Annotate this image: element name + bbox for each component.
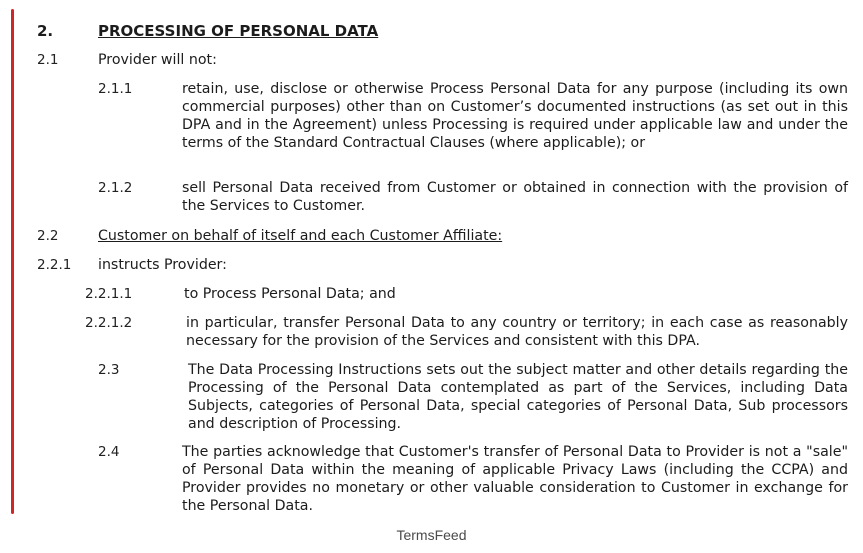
clause-text: in particular, transfer Personal Data to any country or territory; in each case as reasonably necessary for the provision of the Services and consistent with this DPA. [186,315,848,349]
clause-number: 2.2.1.2 [85,315,133,331]
clause-text: sell Personal Data received from Customer or obtained in connection with the provision of the Services to Customer. [182,180,848,214]
clause-text: The Data Processing Instructions sets out the subject matter and other details regarding the Processing of the Personal Data contemplated as part of the Services, including Data Subjects, categories of Personal Data, special categories of Personal Data, Sub processors and description of Processing. [188,362,848,432]
section-title: PROCESSING OF PERSONAL DATA [98,22,379,40]
clause-number: 2.1 [37,52,59,68]
clause-number: 2.2 [37,228,59,244]
clause-number: 2.2.1 [37,257,72,273]
section-number: 2. [37,22,54,40]
clause-number: 2.3 [98,362,120,378]
clause-text: Provider will not: [98,52,217,68]
clause-text: to Process Personal Data; and [184,286,396,302]
clause-number: 2.4 [98,444,120,460]
margin-change-bar [11,9,14,514]
clause-number: 2.2.1.1 [85,286,133,302]
clause-text: Customer on behalf of itself and each Customer Affiliate: [98,228,503,244]
clause-text: The parties acknowledge that Customer's transfer of Personal Data to Provider is not a "sale" of Personal Data within the meaning of applicable Privacy Laws (including the CCPA) and Provider provides no monetary or other valuable consideration to Customer in exchange for the Personal Data. [182,444,848,514]
clause-text: instructs Provider: [98,257,227,273]
clause-number: 2.1.2 [98,180,133,196]
clause-text: retain, use, disclose or otherwise Process Personal Data for any purpose (including its own commercial purposes) other than on Customer’s documented instructions (as set out in this DPA and in the Agreement) unless Processing is required under applicable law and under the terms of the Standard Contractual Clauses (where applicable); or [182,81,848,151]
clause-number: 2.1.1 [98,81,133,97]
footer-brand: TermsFeed [396,527,467,543]
